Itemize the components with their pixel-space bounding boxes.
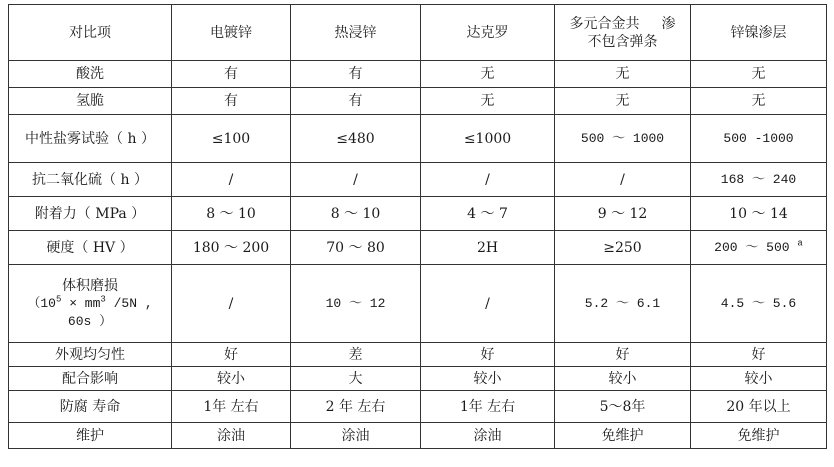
table-cell: / xyxy=(555,163,691,197)
row-label: 附着力（ MPa ） xyxy=(9,197,172,231)
table-cell: 5.2 ～ 6.1 xyxy=(555,265,691,343)
hardness-value: 200 ～ 500 xyxy=(714,239,790,255)
table-cell: 500 -1000 xyxy=(691,115,827,163)
table-cell: ≤480 xyxy=(291,115,421,163)
coating-comparison-table xyxy=(8,4,827,449)
table-cell: / xyxy=(291,163,421,197)
header-multi-line1a: 多元合金共 xyxy=(569,15,640,32)
table-cell: 有 xyxy=(291,88,421,115)
unit-mid: × mm xyxy=(61,295,101,311)
table-cell: / xyxy=(172,163,291,197)
table-cell: 168 ～ 240 xyxy=(691,163,827,197)
table-cell: 大 xyxy=(291,367,421,391)
table-cell: 8 ～ 10 xyxy=(172,197,291,231)
row-label: 中性盐雾试验（ h ） xyxy=(9,115,172,163)
table-cell: 180 ～ 200 xyxy=(172,231,291,265)
table-cell: 1年 左右 xyxy=(421,391,555,423)
table-cell: 涂油 xyxy=(291,423,421,449)
table-cell: / xyxy=(421,163,555,197)
table-cell: 9 ～ 12 xyxy=(555,197,691,231)
row-label: 酸洗 xyxy=(9,61,172,88)
row-label-line2 xyxy=(13,295,167,313)
row-label: 配合影响 xyxy=(9,367,172,391)
table-row xyxy=(9,61,827,88)
unit-post: /5N , xyxy=(105,295,153,311)
table-row xyxy=(9,391,827,423)
row-label: 防腐 寿命 xyxy=(9,391,172,423)
unit-prefix: （10 xyxy=(27,295,56,311)
table-cell: 涂油 xyxy=(172,423,291,449)
table-cell: 10 ～ 12 xyxy=(291,265,421,343)
table-row xyxy=(9,115,827,163)
table-cell: 4 ～ 7 xyxy=(421,197,555,231)
comparison-table-container xyxy=(8,4,827,449)
header-col-zinc-nickel: 锌镍渗层 xyxy=(691,5,827,61)
table-cell: 差 xyxy=(291,343,421,367)
row-label: 抗二氧化硫（ h ） xyxy=(9,163,172,197)
table-cell: 70 ～ 80 xyxy=(291,231,421,265)
table-cell: 较小 xyxy=(555,367,691,391)
row-label: 氢脆 xyxy=(9,88,172,115)
row-label-line3: 60s ） xyxy=(67,313,113,329)
table-cell: 有 xyxy=(172,61,291,88)
table-cell: 好 xyxy=(555,343,691,367)
header-col-hot-dip-zinc: 热浸锌 xyxy=(291,5,421,61)
table-cell: 无 xyxy=(691,88,827,115)
table-cell: 好 xyxy=(172,343,291,367)
table-row xyxy=(9,231,827,265)
table-cell: 20 年以上 xyxy=(691,391,827,423)
table-cell: 好 xyxy=(421,343,555,367)
header-multi-line2: 不包含弹条 xyxy=(587,33,658,50)
row-label-line1: 体积磨损 xyxy=(62,277,118,294)
header-col-multi-alloy xyxy=(555,5,691,61)
table-row xyxy=(9,367,827,391)
header-col-dacromet: 达克罗 xyxy=(421,5,555,61)
table-cell: 1年 左右 xyxy=(172,391,291,423)
table-cell: 免维护 xyxy=(691,423,827,449)
table-cell: 较小 xyxy=(172,367,291,391)
table-cell: 较小 xyxy=(691,367,827,391)
table-cell: / xyxy=(172,265,291,343)
table-cell: 2H xyxy=(421,231,555,265)
table-cell: 500 ～ 1000 xyxy=(555,115,691,163)
exponent-3: 3 xyxy=(100,294,106,305)
row-label: 维护 xyxy=(9,423,172,449)
header-multi-line1b: 渗 xyxy=(661,15,676,32)
table-cell: 无 xyxy=(691,61,827,88)
table-cell: 无 xyxy=(555,88,691,115)
table-cell: ≤1000 xyxy=(421,115,555,163)
table-row xyxy=(9,197,827,231)
table-header-row xyxy=(9,5,827,61)
table-row xyxy=(9,265,827,343)
table-cell: 免维护 xyxy=(555,423,691,449)
table-row xyxy=(9,88,827,115)
table-cell: 较小 xyxy=(421,367,555,391)
table-cell: 4.5 ～ 5.6 xyxy=(691,265,827,343)
table-cell: 涂油 xyxy=(421,423,555,449)
table-cell: 无 xyxy=(421,61,555,88)
exponent-5: 5 xyxy=(55,294,62,305)
table-cell: 8 ～ 10 xyxy=(291,197,421,231)
table-cell: / xyxy=(421,265,555,343)
row-label: 硬度（ HV ） xyxy=(9,231,172,265)
table-cell: 好 xyxy=(691,343,827,367)
row-label: 外观均匀性 xyxy=(9,343,172,367)
header-label: 对比项 xyxy=(9,5,172,61)
table-cell-with-note xyxy=(691,231,827,265)
row-label-volume-wear xyxy=(9,265,172,343)
header-col-electroplated-zinc: 电镀锌 xyxy=(172,5,291,61)
table-cell: 无 xyxy=(555,61,691,88)
table-cell: 有 xyxy=(172,88,291,115)
table-cell: ≤100 xyxy=(172,115,291,163)
table-cell: ≥250 xyxy=(555,231,691,265)
table-cell: 5～8年 xyxy=(555,391,691,423)
table-cell: 10 ～ 14 xyxy=(691,197,827,231)
table-cell: 有 xyxy=(291,61,421,88)
table-cell: 无 xyxy=(421,88,555,115)
table-row xyxy=(9,163,827,197)
table-row xyxy=(9,423,827,449)
table-row xyxy=(9,343,827,367)
footnote-marker: a xyxy=(797,238,803,249)
table-cell: 2 年 左右 xyxy=(291,391,421,423)
